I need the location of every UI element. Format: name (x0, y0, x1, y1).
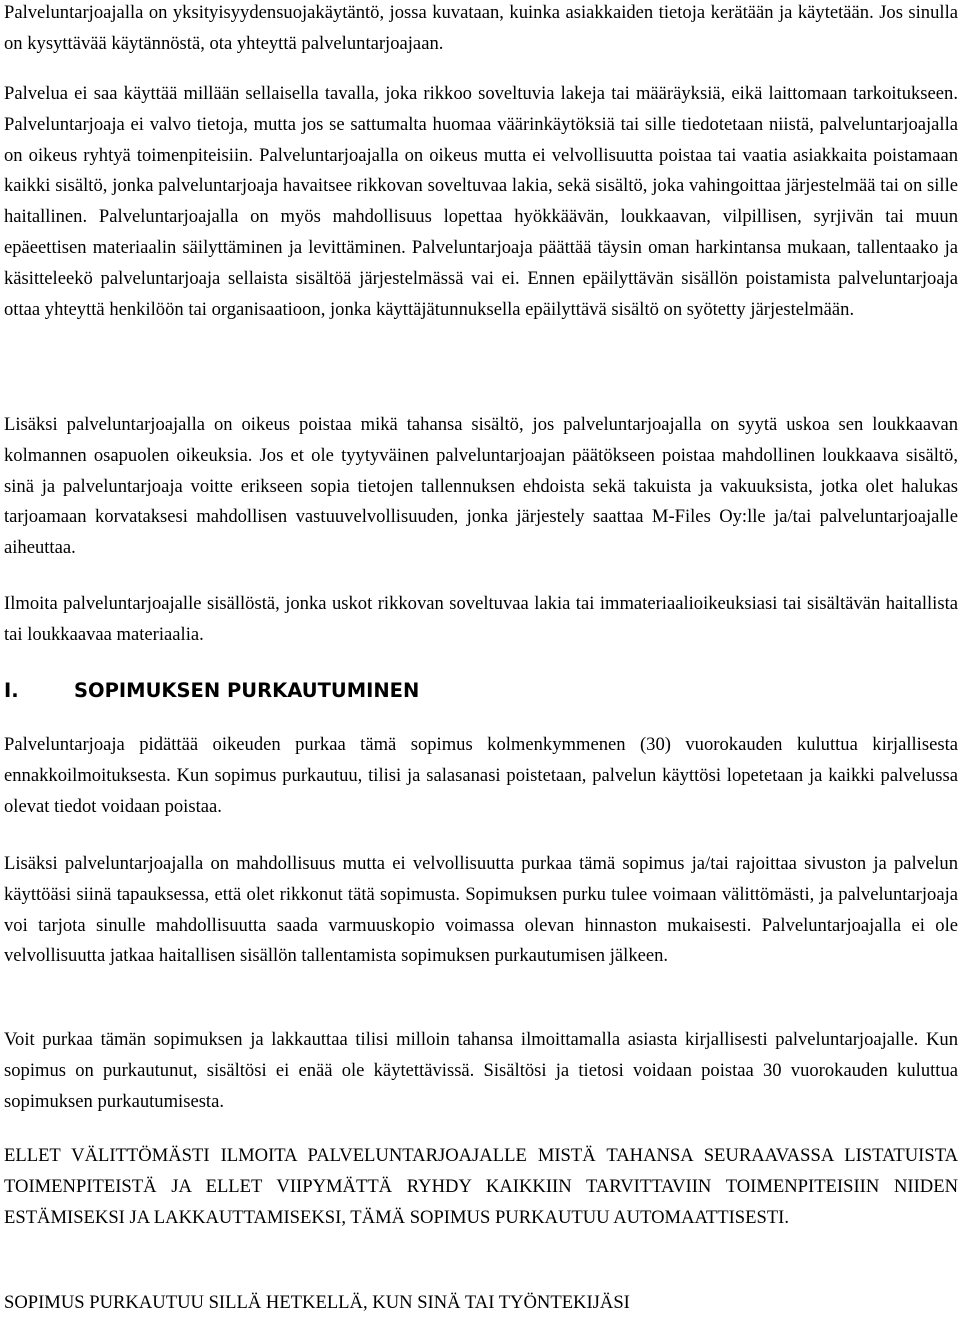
section-heading (4, 676, 958, 706)
paragraph-termination-notice: Palveluntarjoaja pidättää oikeuden purkaa tämä sopimus kolmenkymmenen (30) vuorokauden kuluttua kirjallisesta ennakkoilmoituksesta. Kun sopimus purkautuu, tilisi ja salasanasi poistetaan, palvelun käyttösi lopetetaan ja kaikki palvelussa olevat tiedot voidaan poistaa. (4, 734, 958, 817)
paragraph-third-party-rights: Lisäksi palveluntarjoajalla on oikeus poistaa mikä tahansa sisältö, jos palveluntarjoajalla on syytä uskoa sen loukkaavan kolmannen osapuolen oikeuksia. Jos et ole tyytyväinen palveluntarjoajan päätökseen poistaa mahdollinen loukkaava sisältö, sinä ja palveluntarjoaja voitte erikseen sopia tietojen tallennuksen ehdoista sekä takuista ja vakuuksista, jotka olet halukas tarjoamaan korvataksesi mahdollisen vastuuvelvollisuuden, jonka järjestely saattaa M-Files Oy:lle ja/tai palveluntarjoajalle aiheuttaa. (4, 414, 958, 559)
paragraph-user-termination: Voit purkaa tämän sopimuksen ja lakkauttaa tilisi milloin tahansa ilmoittamalla asiasta kirjallisesti palveluntarjoajalle. Kun sopimus on purkautunut, sisältösi ei enää ole käytettävissä. Sisältösi ja tietosi voidaan poistaa 30 vuorokauden kuluttua sopimuksen purkautumisesta. (4, 1029, 958, 1112)
paragraph-termination-moment: SOPIMUS PURKAUTUU SILLÄ HETKELLÄ, KUN SINÄ TAI TYÖNTEKIJÄSI (4, 1292, 630, 1313)
paragraph-termination-breach: Lisäksi palveluntarjoajalla on mahdollisuus mutta ei velvollisuutta purkaa tämä sopimus ja/tai rajoittaa sivuston ja palvelun käyttöäsi siinä tapauksessa, että olet rikkonut tätä sopimusta. Sopimuksen purku tulee voimaan välittömästi, ja palveluntarjoaja voi tarjota sinulle mahdollisuutta saada varmuuskopio voimassa olevan hinnaston mukaisesti. Palveluntarjoajalla ei ole velvollisuutta jatkaa haitallisen sisällön tallentamista sopimuksen purkautumisen jälkeen. (4, 853, 958, 967)
paragraph-acceptable-use: Palvelua ei saa käyttää millään sellaisella tavalla, joka rikkoo soveltuvia lakeja tai määräyksiä, eikä laittomaan tarkoitukseen. Palveluntarjoaja ei valvo tietoja, mutta jos se sattumalta huomaa väärinkäytöksiä tai sille tiedotetaan niistä, palveluntarjoajalla on oikeus ryhtyä toimenpiteisiin. Palveluntarjoajalla on oikeus mutta ei velvollisuutta poistaa tai vaatia asiakkaita poistamaan kaikki sisältö, jonka palveluntarjoaja havaitsee rikkovan soveltuvaa lakia, sekä sisältö, joka vahingoittaa järjestelmää tai on sille haitallinen. Palveluntarjoajalla on myös mahdollisuus lopettaa hyökkäävän, loukkaavan, vilpillisen, syrjivän tai muun epäeettisen materiaalin säilyttäminen ja levittäminen. Palveluntarjoaja päättää täysin oman harkintansa mukaan, tallentaako ja käsitteleekö palveluntarjoaja sellaista sisältöä järjestelmässä vai ei. Ennen epäilyttävän sisällön poistamista palveluntarjoaja ottaa yhteyttä henkilöön tai organisaatioon, jonka käyttäjätunnuksella epäilyttävä sisältö on syötetty järjestelmään. (4, 83, 958, 320)
section-title: SOPIMUKSEN PURKAUTUMINEN (74, 679, 420, 702)
paragraph-automatic-termination: ELLET VÄLITTÖMÄSTI ILMOITA PALVELUNTARJOAJALLE MISTÄ TAHANSA SEURAAVASSA LISTATUISTA TOIMENPITEISTÄ JA ELLET VIIPYMÄTTÄ RYHDY KAIKKIIN TARVITTAVIIN TOIMENPITEISIIN NIIDEN ESTÄMISEKSI JA LAKKAUTTAMISEKSI, TÄMÄ SOPIMUS PURKAUTUU AUTOMAATTISESTI. (4, 1145, 958, 1228)
paragraph-privacy-policy: Palveluntarjoajalla on yksityisyydensuojakäytäntö, jossa kuvataan, kuinka asiakkaiden tietoja kerätään ja käytetään. Jos sinulla on kysyttävää käytännöstä, ota yhteyttä palveluntarjoajaan. (4, 2, 958, 54)
paragraph-report-content: Ilmoita palveluntarjoajalle sisällöstä, jonka uskot rikkovan soveltuvaa lakia tai immateriaalioikeuksiasi tai sisältävän haitallista tai loukkaavaa materiaalia. (4, 593, 958, 645)
section-number: I. (4, 679, 19, 702)
